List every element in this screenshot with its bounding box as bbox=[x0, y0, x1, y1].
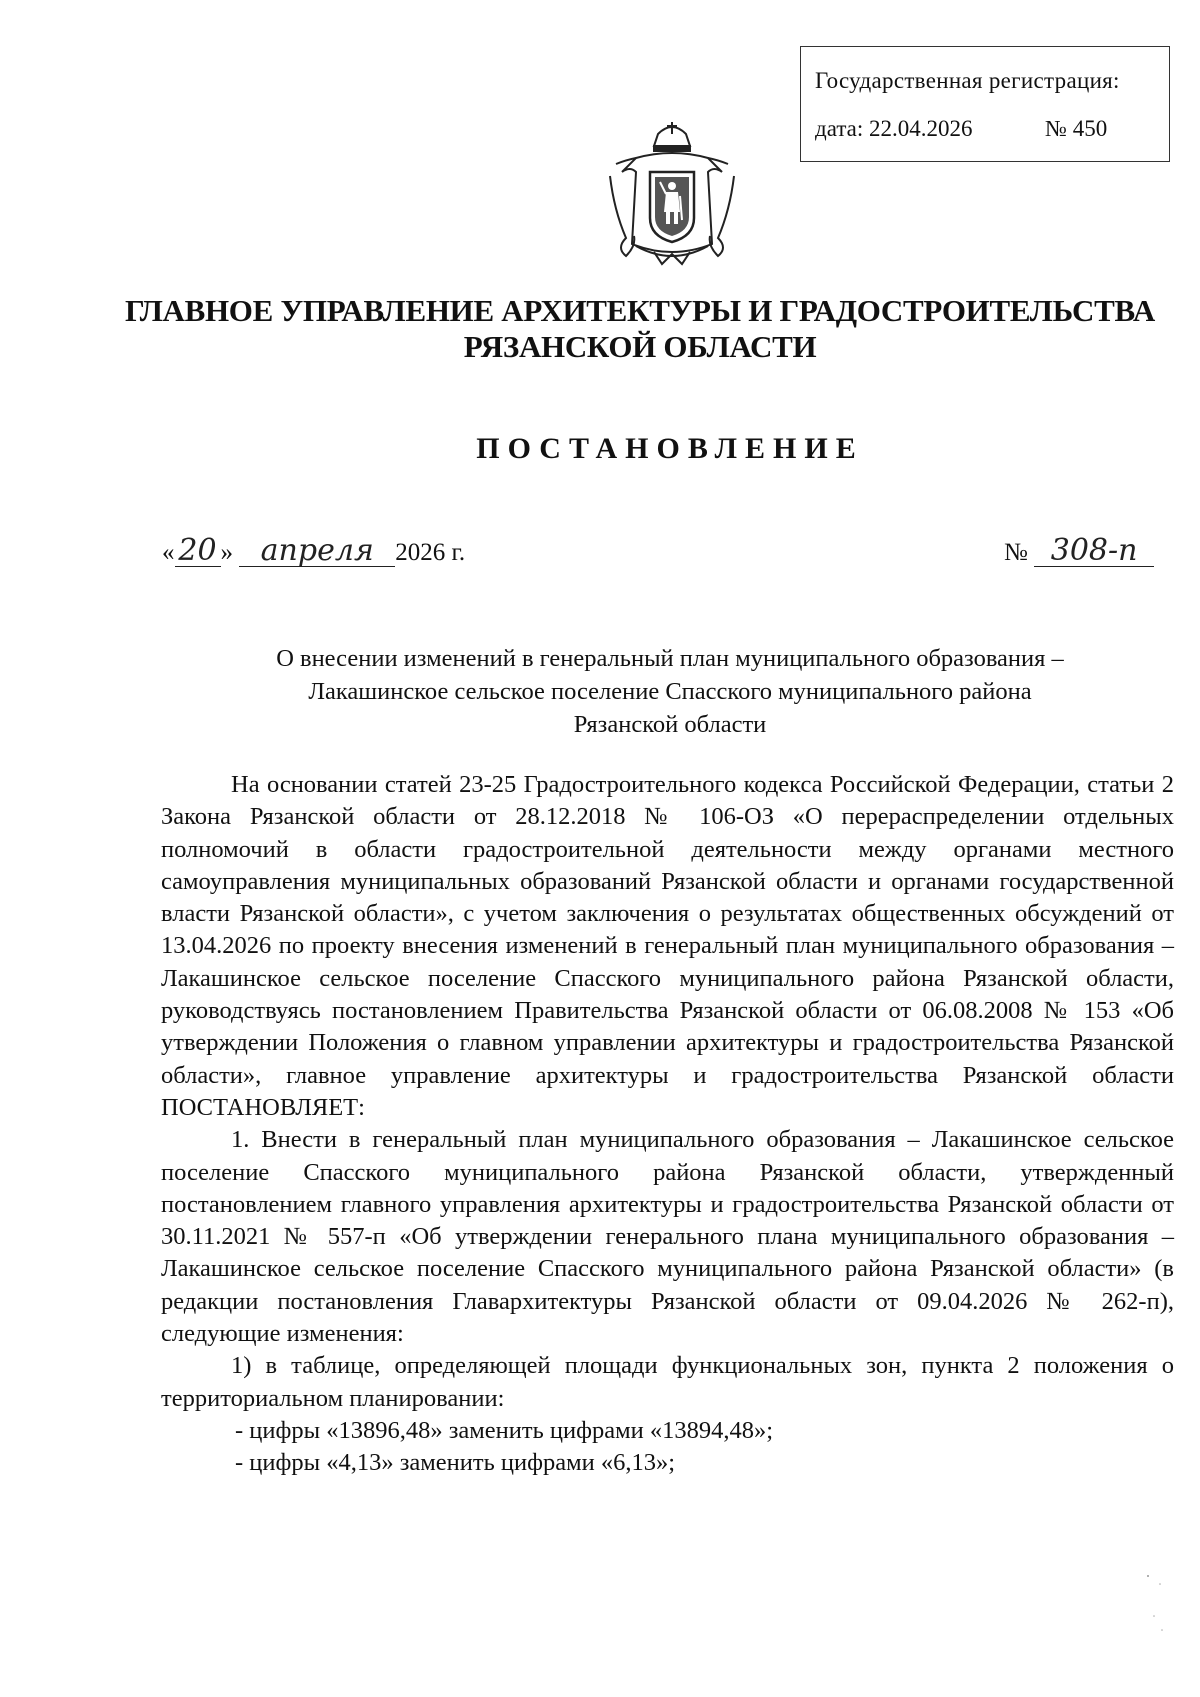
registration-stamp bbox=[800, 46, 1170, 162]
subject-line1: О внесении изменений в генеральный план муниципального образования – bbox=[276, 645, 1064, 672]
registration-date bbox=[815, 117, 973, 140]
scan-specks bbox=[1140, 1570, 1170, 1660]
preamble-paragraph: На основании статей 23-25 Градостроительного кодекса Российской Федерации, статьи 2 Закона Рязанской области от 28.12.2018 № 106-ОЗ «О перераспределении отдельных полномочий в области градостроительной деятельности между органами местного самоуправления муниципальных образований Рязанской области и органами государственной власти Рязанской области», с учетом заключения о результатах общественных обсуждений от 13.04.2026 по проекту внесения изменений в генеральный план муниципального образования – Лакашинское сельское поселение Спасского муниципального района Рязанской области, руководствуясь постановлением Правительства Рязанской области от 06.08.2008 № 153 «Об утверждении Положения о главном управлении архитектуры и градостроительства Рязанской области», главное управление архитектуры и градостроительства Рязанской области ПОСТАНОВЛЯЕТ: bbox=[161, 771, 1174, 1121]
registration-title: Государственная регистрация: bbox=[815, 68, 1120, 93]
organization-name-line2: РЯЗАНСКОЙ ОБЛАСТИ bbox=[463, 329, 817, 364]
open-quote: « bbox=[162, 539, 175, 566]
registration-number: № 450 bbox=[1045, 116, 1108, 141]
coat-of-arms-icon bbox=[596, 120, 748, 270]
dash-item: - цифры «4,13» заменить цифрами «6,13»; bbox=[235, 1449, 676, 1477]
handwritten-day: 20 bbox=[175, 536, 221, 567]
document-year: 2026 г. bbox=[395, 539, 466, 566]
organization-name-line1: ГЛАВНОЕ УПРАВЛЕНИЕ АРХИТЕКТУРЫ И ГРАДОСТРОИТЕЛЬСТВА bbox=[124, 293, 1155, 328]
organization-name bbox=[100, 293, 1180, 365]
handwritten-month: апреля bbox=[239, 536, 395, 567]
subject-line2: Лакашинское сельское поселение Спасского муниципального района bbox=[308, 678, 1032, 705]
handwritten-number: 308-п bbox=[1034, 536, 1154, 567]
close-quote: » bbox=[220, 539, 233, 566]
document-type-title: ПОСТАНОВЛЕНИЕ bbox=[476, 432, 864, 465]
document-number bbox=[1004, 533, 1154, 568]
dash-item: - цифры «13896,48» заменить цифрами «13894,48»; bbox=[235, 1416, 774, 1444]
registration-date-label: дата: bbox=[815, 116, 864, 141]
registration-date-value: 22.04.2026 bbox=[869, 116, 973, 141]
item-1-paragraph: 1. Внести в генеральный план муниципального образования – Лакашинское сельское поселение Спасского муниципального района Рязанской области, утвержденный постановлением главного управления архитектуры и градостроительства Рязанской области от 30.11.2021 № 557-п «Об утверждении генерального плана муниципального образования – Лакашинское сельское поселение Спасского муниципального района Рязанской области» (в редакции постановления Главархитектуры Рязанской области от 09.04.2026 № 262-п), следующие изменения: bbox=[161, 1126, 1174, 1348]
document-date bbox=[162, 533, 466, 568]
document-body bbox=[161, 769, 1174, 1480]
document-subject bbox=[160, 642, 1180, 741]
subitem-1-paragraph: 1) в таблице, определяющей площади функциональных зон, пункта 2 положения о территориальном планировании: bbox=[161, 1352, 1174, 1412]
number-sign: № bbox=[1004, 539, 1028, 566]
subject-line3: Рязанской области bbox=[573, 711, 767, 738]
